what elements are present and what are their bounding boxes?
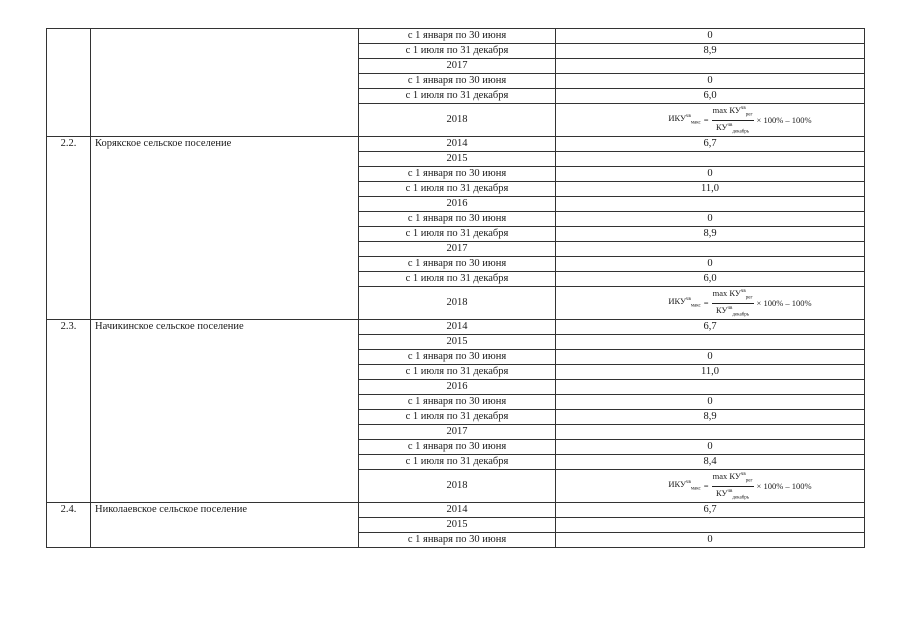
- value-cell: 0: [556, 212, 865, 227]
- item-number-cell: 2.3.: [47, 320, 91, 503]
- value-cell: 0: [556, 440, 865, 455]
- value-cell: 0: [556, 74, 865, 89]
- period-cell: с 1 января по 30 июня: [359, 395, 556, 410]
- year-cell: 2014: [359, 320, 556, 335]
- period-cell: с 1 января по 30 июня: [359, 440, 556, 455]
- year-cell: 2015: [359, 518, 556, 533]
- index-formula: $ИКУ^{чв}_{макс}$ = $\frac{\max КУ^{чв}_{рег}}{КУ^{чв}_{декабрь}}$ × 100% – 100%: [668, 287, 812, 318]
- value-cell: [556, 59, 865, 74]
- value-cell: 11,0: [556, 365, 865, 380]
- value-cell: [556, 518, 865, 533]
- period-cell: с 1 июля по 31 декабря: [359, 272, 556, 287]
- value-cell: 8,9: [556, 44, 865, 59]
- period-cell: с 1 июля по 31 декабря: [359, 89, 556, 104]
- year-cell: 2015: [359, 152, 556, 167]
- value-cell: 6,7: [556, 137, 865, 152]
- period-cell: с 1 января по 30 июня: [359, 212, 556, 227]
- year-cell: 2015: [359, 335, 556, 350]
- value-cell: 0: [556, 395, 865, 410]
- value-cell: 8,9: [556, 227, 865, 242]
- settlement-name-cell: [91, 29, 359, 137]
- period-cell: с 1 июля по 31 декабря: [359, 410, 556, 425]
- formula-cell: [556, 287, 865, 320]
- period-cell: с 1 января по 30 июня: [359, 350, 556, 365]
- value-cell: 11,0: [556, 182, 865, 197]
- settlement-name-cell: Корякское сельское поселение: [91, 137, 359, 320]
- table-row: [47, 137, 865, 152]
- settlement-name-cell: Начикинское сельское поселение: [91, 320, 359, 503]
- tariff-table: [46, 28, 865, 548]
- year-cell: 2017: [359, 425, 556, 440]
- year-cell: 2014: [359, 503, 556, 518]
- year-cell: 2018: [359, 287, 556, 320]
- value-cell: 6,0: [556, 272, 865, 287]
- period-cell: с 1 июля по 31 декабря: [359, 182, 556, 197]
- year-cell: 2017: [359, 242, 556, 257]
- settlement-name-cell: Николаевское сельское поселение: [91, 503, 359, 548]
- value-cell: 6,7: [556, 503, 865, 518]
- value-cell: [556, 197, 865, 212]
- value-cell: 0: [556, 29, 865, 44]
- table-row: [47, 503, 865, 518]
- period-cell: с 1 июля по 31 декабря: [359, 365, 556, 380]
- item-number-cell: 2.4.: [47, 503, 91, 548]
- year-cell: 2014: [359, 137, 556, 152]
- value-cell: 8,4: [556, 455, 865, 470]
- index-formula: $ИКУ^{чв}_{макс}$ = $\frac{\max КУ^{чв}_{рег}}{КУ^{чв}_{декабрь}}$ × 100% – 100%: [668, 104, 812, 135]
- year-cell: 2016: [359, 380, 556, 395]
- value-cell: [556, 335, 865, 350]
- period-cell: с 1 января по 30 июня: [359, 257, 556, 272]
- period-cell: с 1 января по 30 июня: [359, 167, 556, 182]
- year-cell: 2016: [359, 197, 556, 212]
- year-cell: 2017: [359, 59, 556, 74]
- year-cell: 2018: [359, 470, 556, 503]
- period-cell: с 1 января по 30 июня: [359, 29, 556, 44]
- period-cell: с 1 июля по 31 декабря: [359, 227, 556, 242]
- table-row: [47, 320, 865, 335]
- index-formula: $ИКУ^{чв}_{макс}$ = $\frac{\max КУ^{чв}_{рег}}{КУ^{чв}_{декабрь}}$ × 100% – 100%: [668, 470, 812, 501]
- formula-cell: [556, 470, 865, 503]
- value-cell: [556, 380, 865, 395]
- value-cell: [556, 152, 865, 167]
- value-cell: 0: [556, 167, 865, 182]
- year-cell: 2018: [359, 104, 556, 137]
- period-cell: с 1 июля по 31 декабря: [359, 455, 556, 470]
- period-cell: с 1 июля по 31 декабря: [359, 44, 556, 59]
- item-number-cell: 2.2.: [47, 137, 91, 320]
- formula-cell: [556, 104, 865, 137]
- value-cell: [556, 242, 865, 257]
- table-row: [47, 29, 865, 44]
- period-cell: с 1 января по 30 июня: [359, 74, 556, 89]
- item-number-cell: [47, 29, 91, 137]
- value-cell: 8,9: [556, 410, 865, 425]
- value-cell: 0: [556, 533, 865, 548]
- value-cell: [556, 425, 865, 440]
- value-cell: 0: [556, 257, 865, 272]
- period-cell: с 1 января по 30 июня: [359, 533, 556, 548]
- value-cell: 6,7: [556, 320, 865, 335]
- value-cell: 0: [556, 350, 865, 365]
- value-cell: 6,0: [556, 89, 865, 104]
